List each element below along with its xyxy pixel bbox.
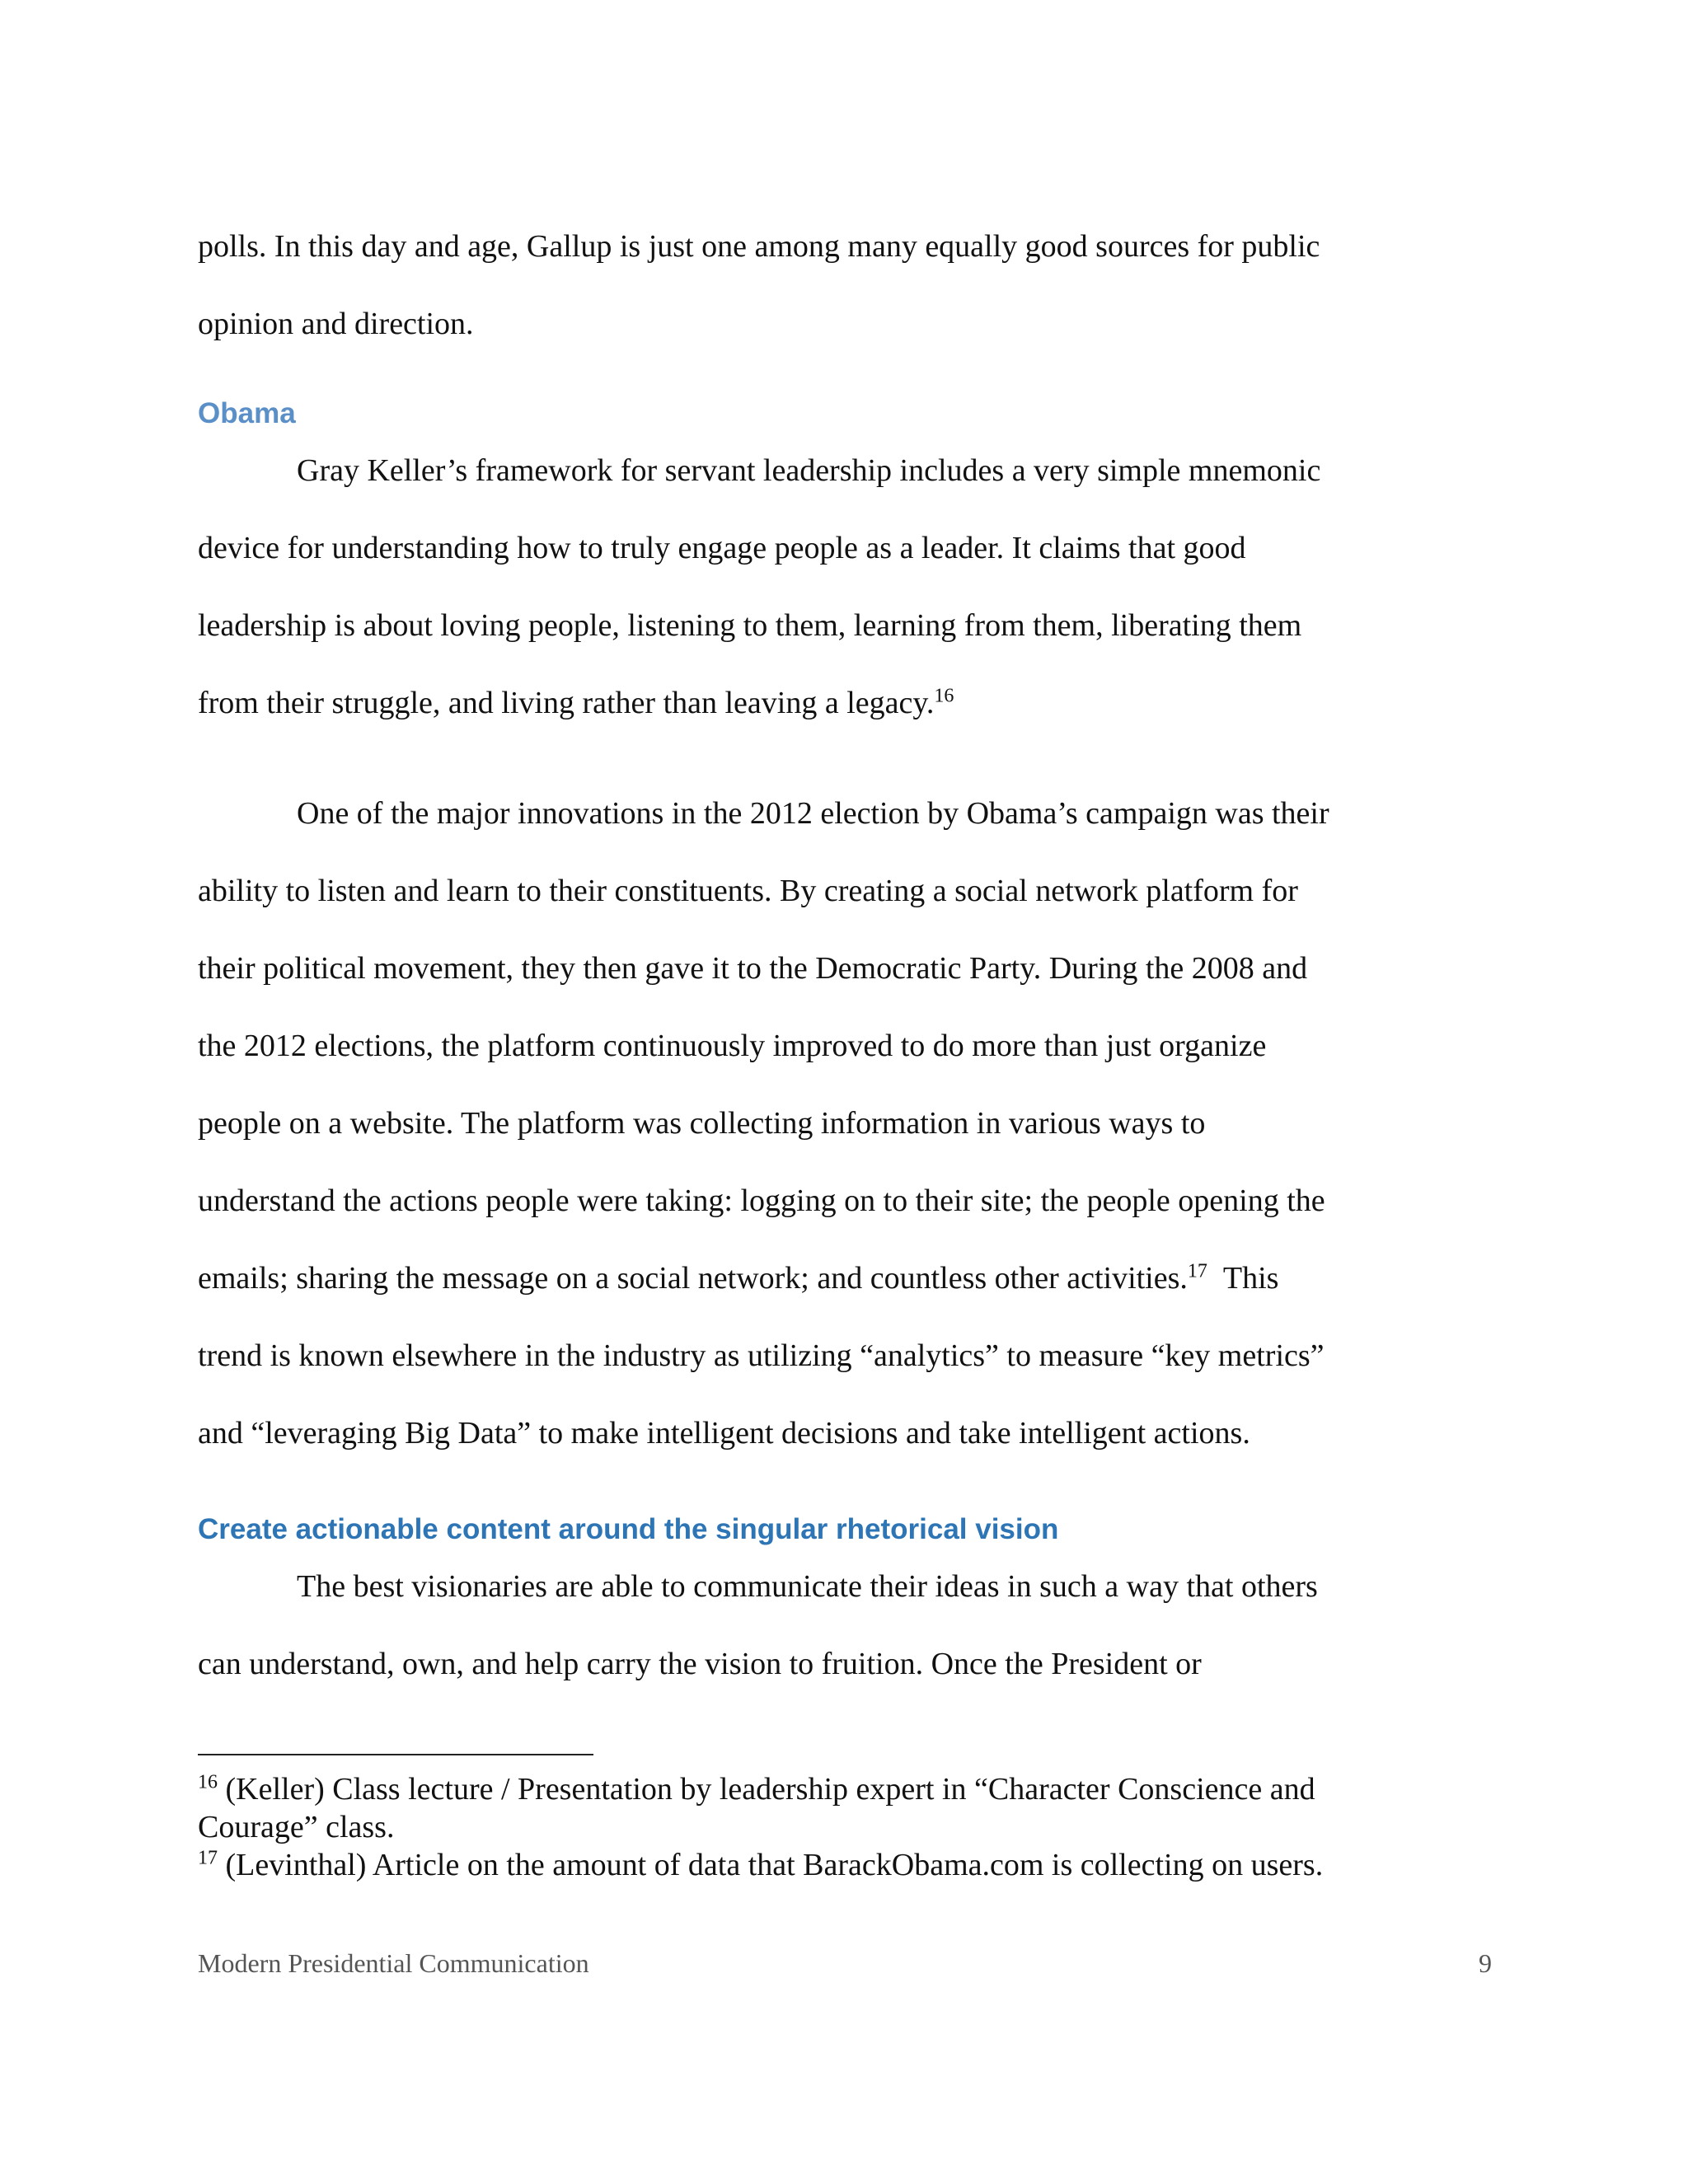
paragraph-keller	[198, 432, 1484, 742]
text-line: Gray Keller’s framework for servant leadership includes a very simple mnemonic	[297, 453, 1321, 488]
text-line: The best visionaries are able to communicate their ideas in such a way that others	[297, 1569, 1318, 1604]
text-line: the 2012 elections, the platform continuously improved to do more than just organize	[198, 1029, 1267, 1063]
page-number: 9	[1479, 1948, 1492, 1978]
footnote-17: $^{17}$ (Levinthal) Article on the amount of data that BarackObama.com is collecting on users.	[198, 1847, 1324, 1882]
text-line: from their struggle, and living rather than leaving a legacy.$^{16}$	[198, 685, 954, 720]
footnote-ref-16[interactable]: 16	[934, 685, 954, 707]
text-line: their political movement, they then gave it to the Democratic Party. During the 2008 and	[198, 951, 1308, 986]
footnote-16-continued: Courage” class.	[198, 1810, 395, 1844]
text-line: One of the major innovations in the 2012 election by Obama’s campaign was their	[297, 796, 1329, 831]
footnotes	[198, 1770, 1500, 1884]
text-line: leadership is about loving people, listening to them, learning from them, liberating them	[198, 608, 1302, 643]
text-line: polls. In this day and age, Gallup is just one among many equally good sources for public	[198, 229, 1320, 264]
text-line: emails; sharing the message on a social network; and countless other activities.$^{17}$ This	[198, 1260, 1279, 1296]
text-line: trend is known elsewhere in the industry as utilizing “analytics” to measure “key metrics”	[198, 1338, 1325, 1373]
text-line: and “leveraging Big Data” to make intelligent decisions and take intelligent actions.	[198, 1416, 1250, 1451]
section-heading-obama: Obama	[198, 397, 296, 429]
paragraph-intro	[198, 208, 1484, 363]
body-text	[198, 208, 1484, 1703]
footnote-ref-17[interactable]: 17	[1187, 1260, 1207, 1282]
text-line: device for understanding how to truly engage people as a leader. It claims that good	[198, 531, 1246, 565]
paragraph-visionaries	[198, 1548, 1484, 1703]
section-heading-create-content: Create actionable content around the singular rhetorical vision	[198, 1513, 1059, 1545]
footnote-16: $^{16}$ (Keller) Class lecture / Presentation by leadership expert in “Character Conscience and	[198, 1771, 1315, 1807]
text-line: understand the actions people were taking: logging on to their site; the people opening the	[198, 1183, 1325, 1218]
text-line: people on a website. The platform was collecting information in various ways to	[198, 1106, 1206, 1141]
text-line: opinion and direction.	[198, 307, 474, 341]
text-line: can understand, own, and help carry the vision to fruition. Once the President or	[198, 1647, 1202, 1681]
footnote-separator	[198, 1754, 593, 1755]
footer-title: Modern Presidential Communication	[198, 1948, 589, 1978]
page-footer	[198, 1948, 1492, 1979]
paragraph-innovation	[198, 775, 1484, 1472]
text-line: ability to listen and learn to their constituents. By creating a social network platform for	[198, 874, 1298, 908]
